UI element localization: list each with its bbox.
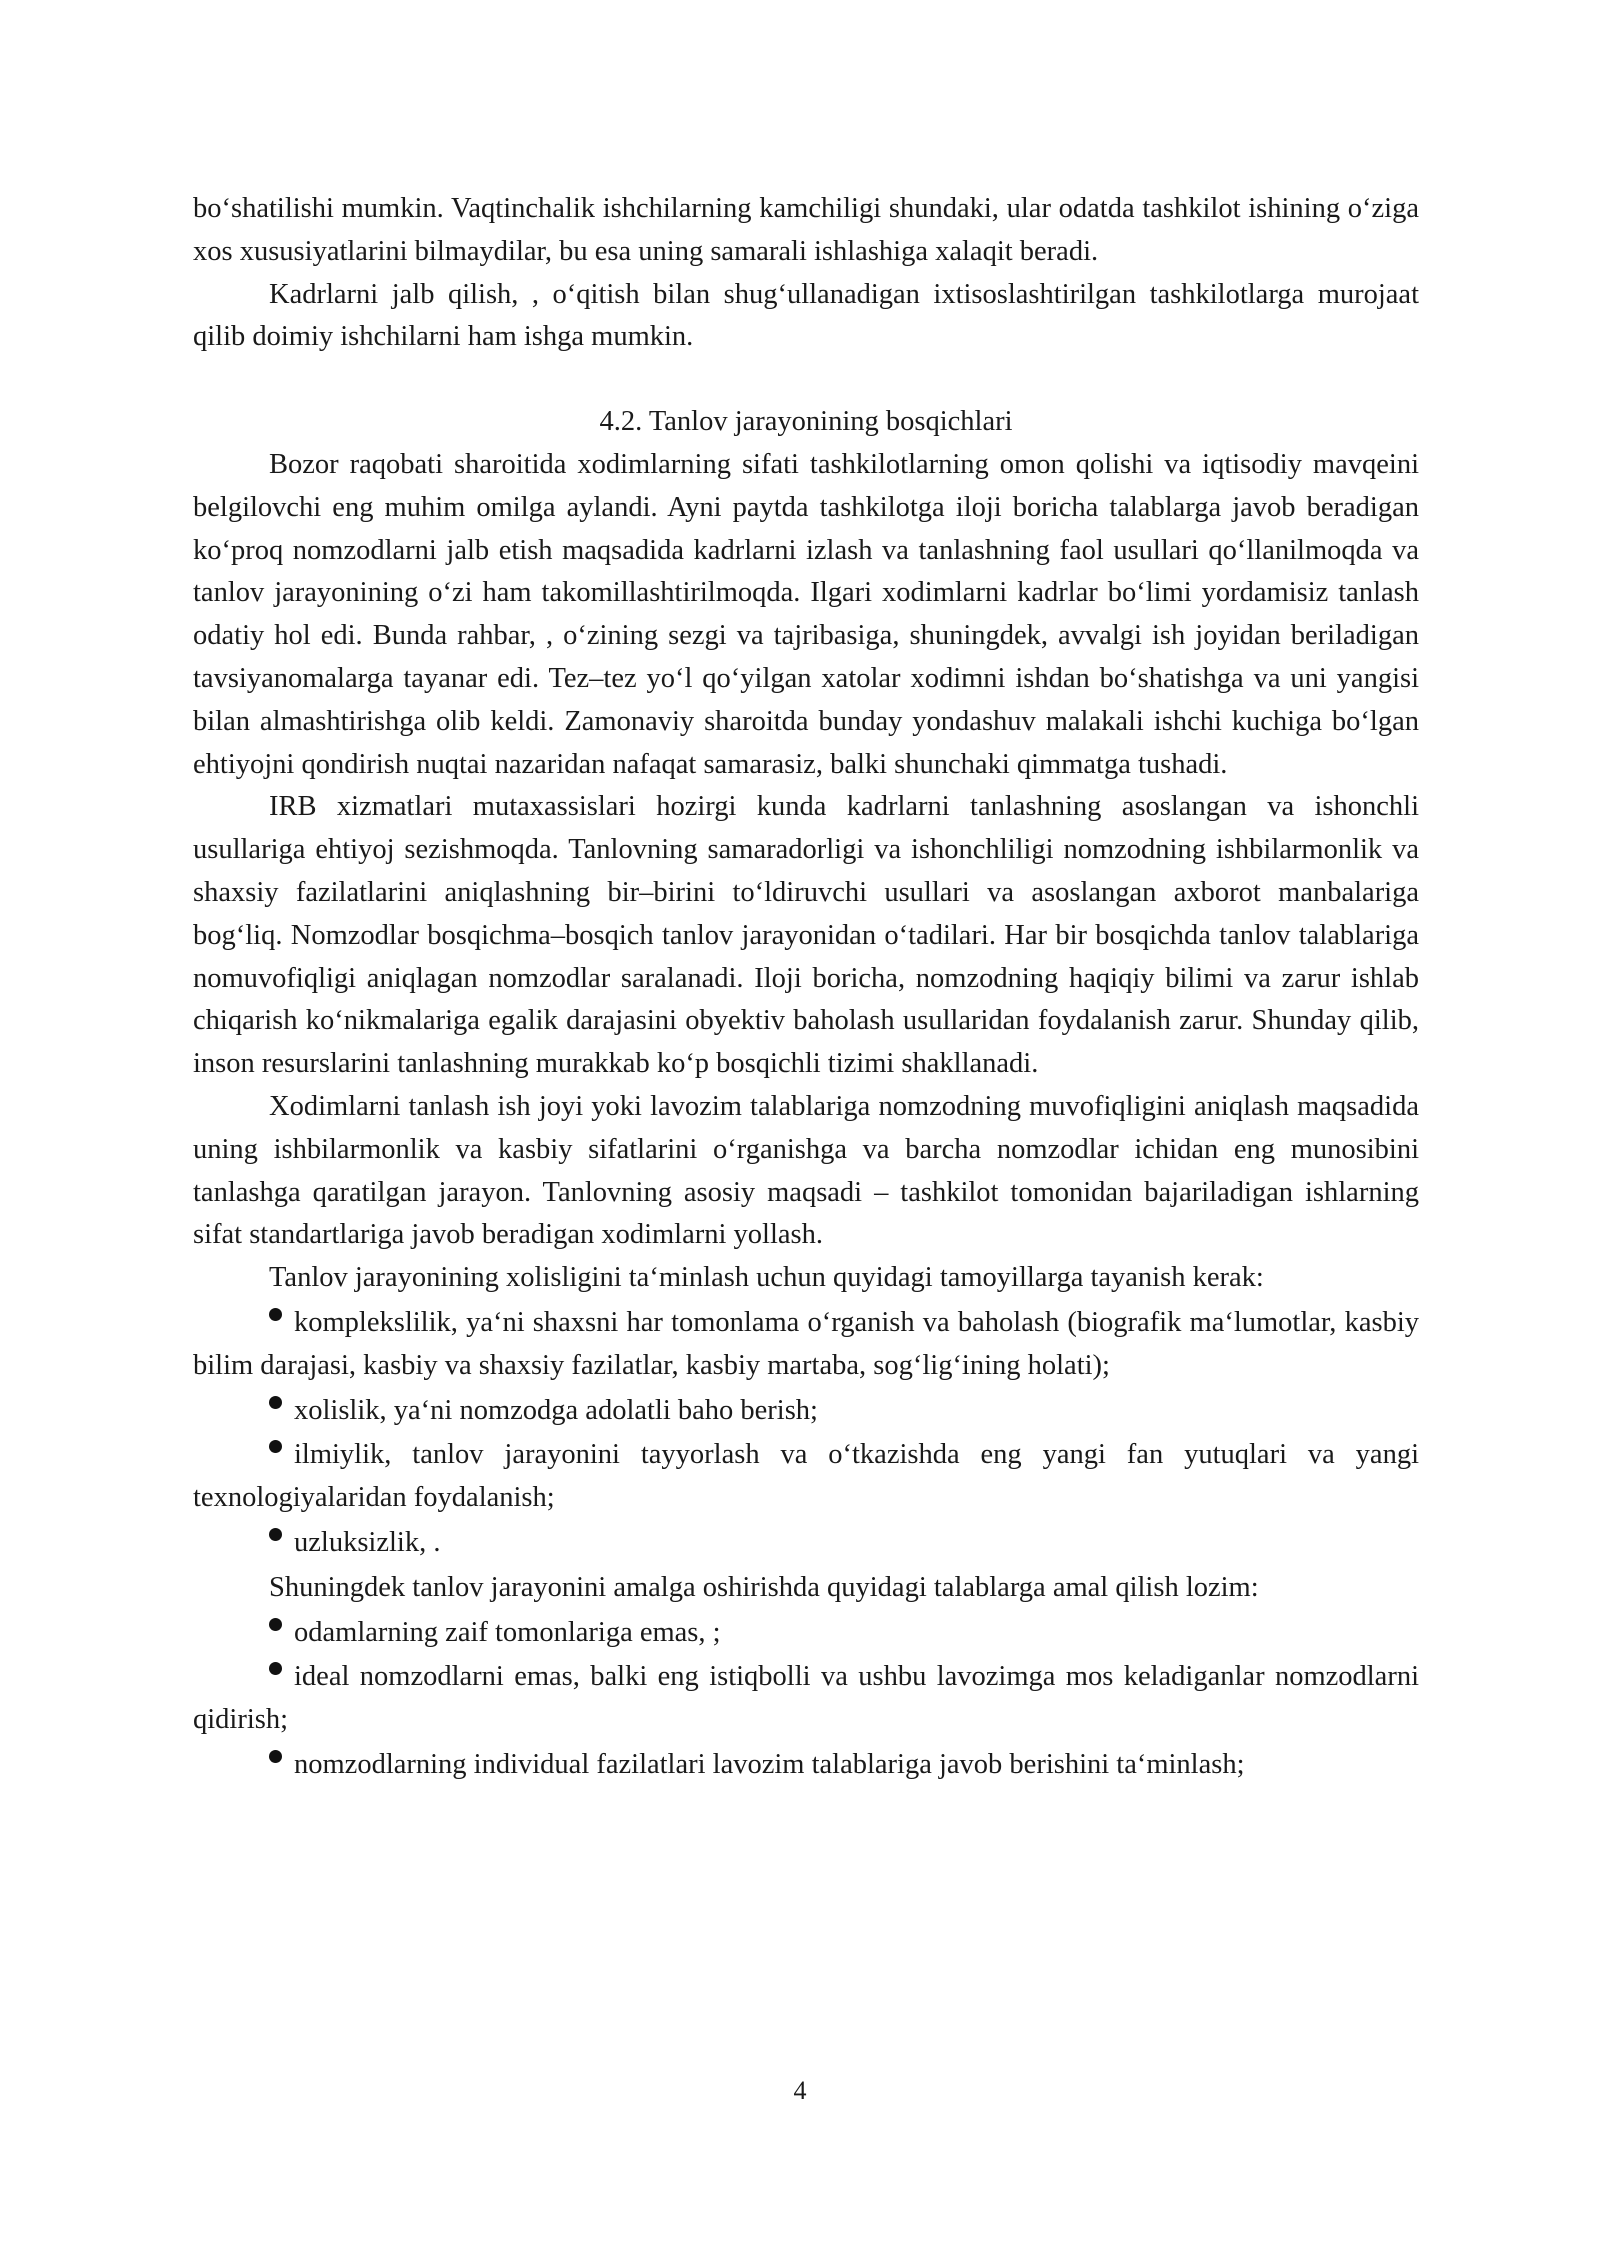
paragraph-selection-definition: Xodimlarni tanlash ish joyi yoki lavozim talablariga nomzodning muvofiqligini aniqlash maqsadida uning ishbilarmonlik va kasbiy sifatlarini o‘rganishga va barcha nomzodlar ichidan eng munosibini tanlashga qaratilgan jarayon. Tanlovning asosiy maqsadi – tashkilot tomonidan bajariladigan ishlarning sifat standartlariga javob beradigan xodimlarni yollash. [193,1090,1419,1251]
bullet-icon [269,1618,282,1631]
list-item [193,1434,1419,1520]
paragraph-irb-services: IRB xizmatlari mutaxassislari hozirgi kunda kadrlarni tanlashning asoslangan va ishonchli usullariga ehtiyoj sezishmoqda. Tanlovning samaradorligi va ishonchliligi nomzodning ishbilarmonlik va shaxsiy fazilatlarini aniqlashning bir–birini to‘ldiruvchi usullari va asoslangan axborot manbalariga bog‘liq. Nomzodlar bosqichma–bosqich tanlov jarayonidan o‘tadilari. Har bir bosqichda tanlov talablariga nomuvofiqligi aniqlagan nomzodlar saralanadi. Iloji boricha, nomzodning haqiqiy bilimi va zarur ishlab chiqarish ko‘nikmalariga egalik darajasini obyektiv baholash usullaridan foydalanish zarur. Shunday qilib, inson resurslarini tanlashning murakkab ko‘p bosqichli tizimi shakllanadi. [193,791,1419,1080]
paragraph-continuation: bo‘shatilishi mumkin. Vaqtinchalik ishchilarning kamchiligi shundaki, ular odatda tashkilot ishining o‘ziga xos xususiyatlarini bilmaydilar, bu esa uning samarali ishlashiga xalaqit beradi. [193,193,1419,267]
bullet-icon [269,1308,282,1321]
list-item [193,1744,1419,1787]
bullet-icon [269,1750,282,1763]
bullet-icon [269,1528,282,1541]
bullet-icon [269,1396,282,1409]
list-item-text: xolislik, ya‘ni nomzodga adolatli baho berish; [294,1394,818,1426]
list-item-text: ilmiylik, tanlov jarayonini tayyorlash va o‘tkazishda eng yangi fan yutuqlari va yangi texnologiyalaridan foydalanish; [193,1439,1419,1514]
paragraph-principles-intro: Tanlov jarayonining xolisligini ta‘minlash uchun quyidagi tamoyillarga tayanish kerak: [269,1262,1264,1294]
list-item [193,1656,1419,1742]
paragraph-market-competition: Bozor raqobati sharoitida xodimlarning sifati tashkilotlarning omon qolishi va iqtisodiy mavqeini belgilovchi eng muhim omilga aylandi. Ayni paytda tashkilotga iloji boricha talablarga javob beradigan ko‘proq nomzodlarni jalb etish maqsadida kadrlarni izlash va tanlashning faol usullari qo‘llanilmoqda va tanlov jarayonining o‘zi ham takomillashtirilmoqda. Ilgari xodimlarni kadrlar bo‘limi yordamisiz tanlash odatiy hol edi. Bunda rahbar, , o‘zining sezgi va tajribasiga, shuningdek, avvalgi ish joyidan beriladigan tavsiyanomalarga tayanar edi. Tez–tez yo‘l qo‘yilgan xatolar xodimni ishdan bo‘shatishga va uni yangisi bilan almashtirishga olib keldi. Zamonaviy sharoitda bunday yondashuv malakali ishchi kuchiga bo‘lgan ehtiyojni qondirish nuqtai nazaridan nafaqat samarasiz, balki shunchaki qimmatga tushadi. [193,448,1419,780]
paragraph-recruitment-agencies: Kadrlarni jalb qilish, , o‘qitish bilan shug‘ullanadigan ixtisoslashtirilgan tashkilotlarga murojaat qilib doimiy ishchilarni ham ishga mumkin. [193,278,1419,353]
list-item [193,1612,1419,1655]
page-number: 4 [793,2076,807,2105]
section-heading: 4.2. Tanlov jarayonining bosqichlari [599,406,1013,438]
list-item [193,1302,1419,1388]
list-item-text: uzluksizlik, . [294,1526,441,1558]
list-item-text: komplekslilik, ya‘ni shaxsni har tomonlama o‘rganish va baholash (biografik ma‘lumotlar, kasbiy bilim darajasi, kasbiy va shaxsiy fazilatlar, kasbiy martaba, sog‘lig‘ining holati); [193,1306,1419,1381]
bullet-icon [269,1662,282,1675]
list-item [193,1522,1419,1565]
list-item [193,1390,1419,1433]
list-item-text: nomzodlarning individual fazilatlari lavozim talablariga javob berishini ta‘minlash; [294,1748,1245,1780]
paragraph-requirements-intro: Shuningdek tanlov jarayonini amalga oshirishda quyidagi talablarga amal qilish lozim: [269,1571,1259,1603]
bullet-icon [269,1440,282,1453]
list-item-text: ideal nomzodlarni emas, balki eng istiqbolli va ushbu lavozimga mos keladiganlar nomzodlarni qidirish; [193,1661,1419,1736]
list-item-text: odamlarning zaif tomonlariga emas, ; [294,1616,721,1648]
document-body [193,188,1419,1789]
